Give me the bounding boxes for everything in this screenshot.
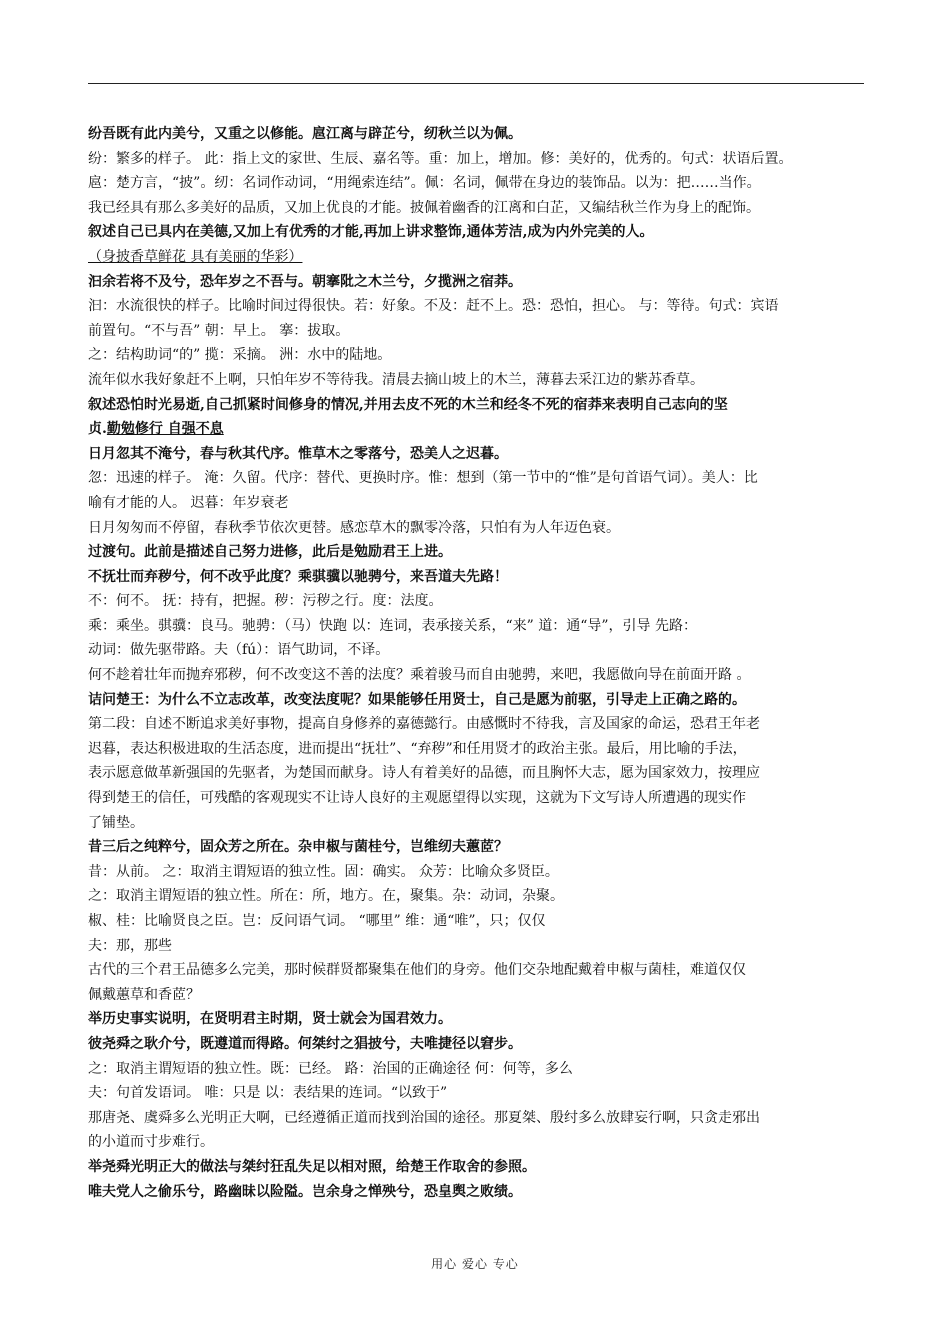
text-line: 举历史事实说明，在贤明君主时期，贤士就会为国君效力。 <box>88 1011 452 1028</box>
text-line: 得到楚王的信任，可残酷的客观现实不让诗人良好的主观愿望得以实现，这就为下文写诗人所遭遇的现实作 <box>88 790 746 807</box>
underlined-text: （身披香草鲜花 具有美丽的华彩） <box>88 248 303 265</box>
header-rule <box>88 83 864 84</box>
text-line: 动词：做先驱带路。夫（fú）：语气助词，不译。 <box>88 642 390 659</box>
text-line: 夫：句首发语词。 唯：只是 以：表结果的连词。“以致于” <box>88 1085 448 1102</box>
text-line: 唯夫党人之偷乐兮，路幽昧以险隘。岂余身之惮殃兮，恐皇舆之败绩。 <box>88 1183 522 1200</box>
text-line: 日月忽其不淹兮，春与秋其代序。惟草木之零落兮，恐美人之迟暮。 <box>88 445 508 462</box>
text-line: 纷：繁多的样子。 此：指上文的家世、生辰、嘉名等。重：加上，增加。修：美好的，优秀的。句式：状语后置。 <box>88 150 793 167</box>
text-line: 汩余若将不及兮，恐年岁之不吾与。朝搴阰之木兰兮，夕揽洲之宿莽。 <box>88 273 522 290</box>
text-line: 汩：水流很快的样子。比喻时间过得很快。若：好象。不及：赶不上。恐：恐怕，担心。 与：等待。句式：宾语 <box>88 298 779 315</box>
text-line: 举尧舜光明正大的做法与桀纣狂乱失足以相对照，给楚王作取舍的参照。 <box>88 1158 536 1175</box>
text-line: 了铺垫。 <box>88 814 144 831</box>
text-line: 不：何不。 抚：持有，把握。秽：污秽之行。度：法度。 <box>88 593 443 610</box>
underlined-text: 勤勉修行 自强不息 <box>106 421 224 438</box>
text-line: 忽：迅速的样子。 淹：久留。代序：替代、更换时序。惟：想到（第一节中的“惟”是句首语气词）。美人：比 <box>88 470 758 487</box>
text-line: 迟暮，表达积极进取的生活态度，进而提出“抚壮”、“弃秽”和任用贤才的政治主张。最后，用比喻的手法， <box>88 740 747 757</box>
text-line: 日月匆匆而不停留，春秋季节依次更替。感恋草木的飘零冷落，只怕有为人年迈色衰。 <box>88 519 620 536</box>
text-line: 流年似水我好象赶不上啊，只怕年岁不等待我。清晨去摘山坡上的木兰，薄暮去采江边的紫苏香草。 <box>88 371 704 388</box>
text-line: 纷吾既有此内美兮，又重之以修能。扈江离与辟芷兮，纫秋兰以为佩。 <box>88 126 522 142</box>
text-line: 不抚壮而弃秽兮，何不改乎此度？乘骐骥以驰骋兮，来吾道夫先路！ <box>88 568 508 585</box>
text-line: 古代的三个君王品德多么完美，那时候群贤都聚集在他们的身旁。他们交杂地配戴着申椒与菌桂，难道仅仅 <box>88 962 746 979</box>
text-line: 之：取消主谓短语的独立性。所在：所，地方。在，聚集。杂：动词，杂聚。 <box>88 888 564 905</box>
text-line: 之：取消主谓短语的独立性。既：已经。 路：治国的正确途径 何：何等，多么 <box>88 1060 573 1077</box>
text-line: 乘：乘坐。骐骥：良马。驰骋：（马）快跑 以：连词，表承接关系，“来” 道：通“导”，引导 先路： <box>88 617 697 634</box>
text-line <box>88 245 864 270</box>
text-line: 过渡句。此前是描述自己努力进修，此后是勉励君王上进。 <box>88 544 452 561</box>
text-line: 椒、桂：比喻贤良之臣。岂：反问语气词。 “哪里” 维：通“唯”，只；仅仅 <box>88 913 546 929</box>
text-line: 之：结构助词“的” 揽：采摘。 洲：水中的陆地。 <box>88 347 392 364</box>
text-line: 昔：从前。 之：取消主谓短语的独立性。固：确实。 众芳：比喻众多贤臣。 <box>88 863 559 880</box>
text-line: 诘问楚王：为什么不立志改革，改变法度呢？如果能够任用贤士，自己是愿为前驱，引导走上正确之路的。 <box>88 691 746 708</box>
text-line: 何不趁着壮年而抛弃邪秽，何不改变这不善的法度？乘着骏马而自由驰骋，来吧，我愿做向导在前面开路 。 <box>88 667 751 684</box>
text-line: 前置句。“不与吾” 朝：早上。 搴：拔取。 <box>88 322 350 339</box>
document-body <box>88 122 864 1204</box>
text-line: 夫：那，那些 <box>88 937 172 954</box>
text-line: 扈：楚方言，“披”。纫：名词作动词，“用绳索连结”。佩：名词，佩带在身边的装饰品。以为：把……当作。 <box>88 175 761 192</box>
text-segment: 贞. <box>88 421 107 438</box>
text-line: 昔三后之纯粹兮，固众芳之所在。杂申椒与菌桂兮，岂维纫夫蕙茝？ <box>88 839 508 856</box>
text-line: 我已经具有那么多美好的品质，又加上优良的才能。披佩着幽香的江离和白芷，又编结秋兰作为身上的配饰。 <box>88 199 760 216</box>
text-line: 的小道而寸步难行。 <box>88 1134 214 1151</box>
text-line: 佩戴蕙草和香茝？ <box>88 986 200 1003</box>
text-line: 彼尧舜之耿介兮，既遵道而得路。何桀纣之猖披兮，夫唯捷径以窘步。 <box>88 1035 522 1052</box>
text-line: 表示愿意做革新强国的先驱者，为楚国而献身。诗人有着美好的品德，而且胸怀大志，愿为国家效力，按理应 <box>88 765 760 782</box>
text-line: 叙述恐怕时光易逝,自己抓紧时间修身的情况,并用去皮不死的木兰和经冬不死的宿莽来表明自己志向的坚 <box>88 396 728 413</box>
page-footer: 用心 爱心 专心 <box>431 1257 519 1271</box>
text-line: 第二段：自述不断追求美好事物，提高自身修养的嘉德懿行。由感慨时不待我，言及国家的命运，恐君王年老 <box>88 716 760 733</box>
text-line: 那唐尧、虞舜多么光明正大啊，已经遵循正道而找到治国的途径。那夏桀、殷纣多么放肆妄行啊，只贪走邪出 <box>88 1109 760 1126</box>
text-line <box>88 417 864 442</box>
text-line: 喻有才能的人。 迟暮：年岁衰老 <box>88 494 289 511</box>
text-line: 叙述自己已具内在美德,又加上有优秀的才能,再加上讲求整饰,通体芳洁,成为内外完美的人。 <box>88 224 654 241</box>
